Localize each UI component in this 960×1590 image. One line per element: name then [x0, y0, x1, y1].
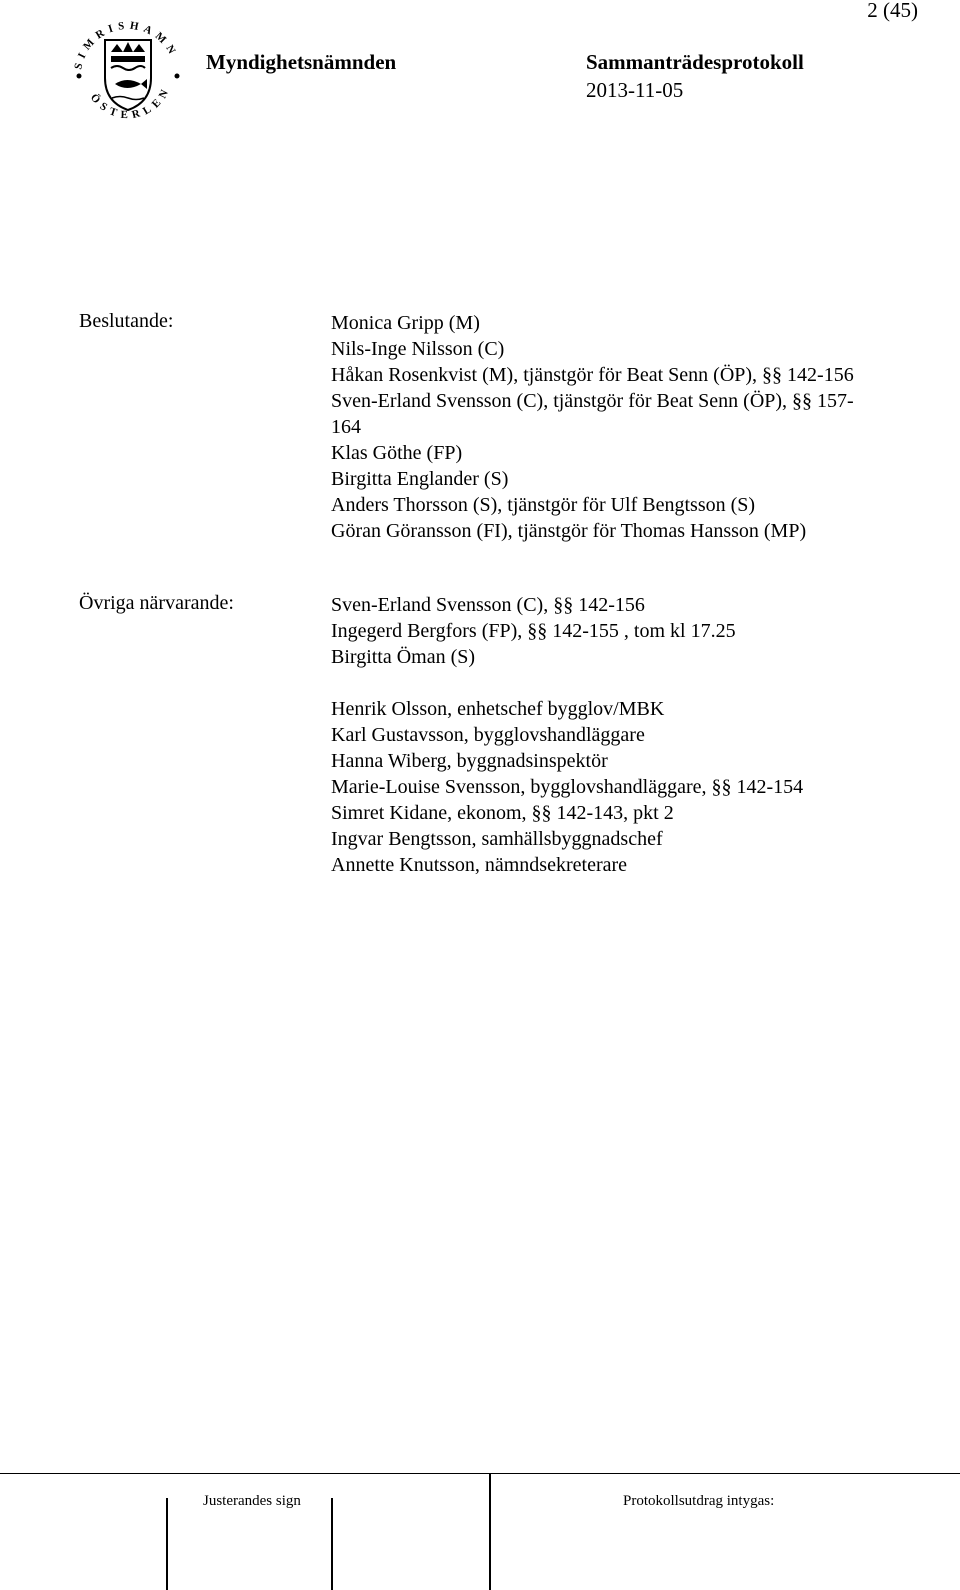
beslutande-entry: Monica Gripp (M)	[331, 312, 480, 334]
beslutande-label: Beslutande:	[79, 310, 174, 332]
ovriga-official: Ingvar Bengtsson, samhällsbyggnadschef	[331, 828, 663, 850]
beslutande-entry: Nils-Inge Nilsson (C)	[331, 338, 505, 360]
ovriga-official: Henrik Olsson, enhetschef bygglov/MBK	[331, 698, 665, 720]
beslutande-list	[331, 310, 854, 544]
protokollsutdrag-label: Protokollsutdrag intygas:	[623, 1493, 775, 1509]
ovriga-member: Birgitta Öman (S)	[331, 646, 476, 668]
page-number: 2 (45)	[867, 0, 918, 22]
beslutande-entry: Sven-Erland Svensson (C), tjänstgör för Beat Senn (ÖP), §§ 157-	[331, 390, 854, 412]
beslutande-entry: Håkan Rosenkvist (M), tjänstgör för Beat Senn (ÖP), §§ 142-156	[331, 364, 854, 386]
ovriga-official: Marie-Louise Svensson, bygglovshandläggare, §§ 142-154	[331, 776, 804, 798]
ovriga-member: Sven-Erland Svensson (C), §§ 142-156	[331, 594, 645, 616]
beslutande-entry: Birgitta Englander (S)	[331, 468, 509, 490]
beslutande-entry: 164	[331, 416, 361, 438]
ovriga-official: Hanna Wiberg, byggnadsinspektör	[331, 750, 608, 772]
beslutande-entry: Göran Göransson (FI), tjänstgör för Thomas Hansson (MP)	[331, 520, 807, 542]
signature-box-divider	[331, 1498, 333, 1590]
footer-rule	[0, 1473, 960, 1474]
coat-of-arms-logo	[65, 6, 190, 131]
logo-text-top: SIMRISHAMN	[72, 19, 181, 71]
beslutande-entry: Anders Thorsson (S), tjänstgör för Ulf Bengtsson (S)	[331, 494, 756, 516]
signature-box-divider	[489, 1473, 491, 1590]
logo-text-bottom: ÖSTERLEN	[87, 83, 174, 122]
signature-box-divider	[166, 1498, 168, 1590]
document-type: Sammanträdesprotokoll	[586, 50, 804, 74]
beslutande-entry: Klas Göthe (FP)	[331, 442, 463, 464]
ovriga-official: Annette Knutsson, nämndsekreterare	[331, 854, 628, 876]
ovriga-label: Övriga närvarande:	[79, 592, 234, 614]
committee-name: Myndighetsnämnden	[206, 50, 397, 74]
list-spacer	[331, 670, 803, 696]
ovriga-member: Ingegerd Bergfors (FP), §§ 142-155 , tom kl 17.25	[331, 620, 736, 642]
ovriga-list	[331, 592, 803, 878]
ovriga-official: Karl Gustavsson, bygglovshandläggare	[331, 724, 645, 746]
ovriga-official: Simret Kidane, ekonom, §§ 142-143, pkt 2	[331, 802, 674, 824]
justerandes-sign-label: Justerandes sign	[203, 1493, 301, 1509]
meeting-date: 2013-11-05	[586, 78, 684, 102]
